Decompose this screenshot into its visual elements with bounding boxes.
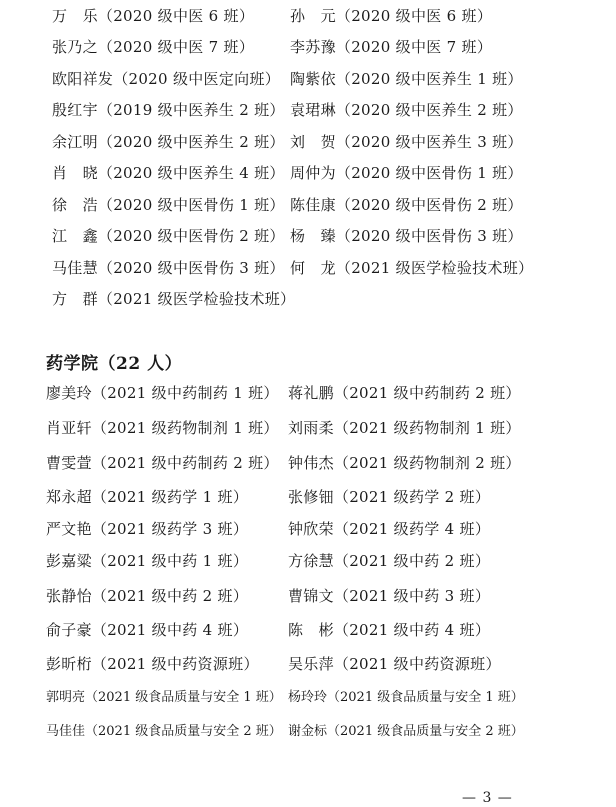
list-item: 万 乐（2020 级中医 6 班） — [52, 7, 255, 25]
list-item: 陈 彬（2021 级中药 4 班） — [288, 621, 491, 639]
list-item: 孙 元（2020 级中医 6 班） — [290, 7, 493, 25]
section-heading: 药学院（22 人） — [46, 354, 183, 374]
list-item: 杨玲玲（2021 级食品质量与安全 1 班） — [288, 690, 524, 705]
list-item: 肖 晓（2020 级中医养生 4 班） — [52, 164, 285, 182]
list-item: 彭嘉粱（2021 级中药 1 班） — [46, 552, 249, 570]
list-item: 俞子豪（2021 级中药 4 班） — [46, 621, 249, 639]
list-item: 何 龙（2021 级医学检验技术班） — [290, 259, 534, 277]
list-item: 马佳佳（2021 级食品质量与安全 2 班） — [46, 724, 282, 739]
list-item: 刘雨柔（2021 级药物制剂 1 班） — [288, 419, 521, 437]
list-item: 张修钿（2021 级药学 2 班） — [288, 488, 491, 506]
page-number: — 3 — — [462, 790, 513, 806]
list-item: 江 鑫（2020 级中医骨伤 2 班） — [52, 227, 285, 245]
list-item: 欧阳祥发（2020 级中医定向班） — [52, 70, 281, 88]
list-item: 方徐慧（2021 级中药 2 班） — [288, 552, 491, 570]
list-item: 张静怡（2021 级中药 2 班） — [46, 587, 249, 605]
list-item: 徐 浩（2020 级中医骨伤 1 班） — [52, 196, 285, 214]
list-item: 肖亚轩（2021 级药物制剂 1 班） — [46, 419, 279, 437]
list-item: 马佳慧（2020 级中医骨伤 3 班） — [52, 259, 285, 277]
list-item: 余江明（2020 级中医养生 2 班） — [52, 133, 285, 151]
list-item: 曹雯萱（2021 级中药制药 2 班） — [46, 454, 279, 472]
list-item: 钟伟杰（2021 级药物制剂 2 班） — [288, 454, 521, 472]
list-item: 彭昕桁（2021 级中药资源班） — [46, 655, 259, 673]
list-item: 刘 贺（2020 级中医养生 3 班） — [290, 133, 523, 151]
list-item: 周仲为（2020 级中医骨伤 1 班） — [290, 164, 523, 182]
list-item: 陈佳康（2020 级中医骨伤 2 班） — [290, 196, 523, 214]
list-item: 蒋礼鹏（2021 级中药制药 2 班） — [288, 384, 521, 402]
list-item: 郑永超（2021 级药学 1 班） — [46, 488, 249, 506]
list-item: 曹锦文（2021 级中药 3 班） — [288, 587, 491, 605]
list-item: 袁珺琳（2020 级中医养生 2 班） — [290, 101, 523, 119]
list-item: 张乃之（2020 级中医 7 班） — [52, 38, 255, 56]
list-item: 郭明亮（2021 级食品质量与安全 1 班） — [46, 690, 282, 705]
list-item: 严文艳（2021 级药学 3 班） — [46, 520, 249, 538]
list-item: 钟欣荣（2021 级药学 4 班） — [288, 520, 491, 538]
list-item: 谢金标（2021 级食品质量与安全 2 班） — [288, 724, 524, 739]
list-item: 李苏豫（2020 级中医 7 班） — [290, 38, 493, 56]
list-item: 陶紫依（2020 级中医养生 1 班） — [290, 70, 523, 88]
list-item: 杨 臻（2020 级中医骨伤 3 班） — [290, 227, 523, 245]
list-item: 殷红宇（2019 级中医养生 2 班） — [52, 101, 285, 119]
list-item: 廖美玲（2021 级中药制药 1 班） — [46, 384, 279, 402]
list-item: 吴乐萍（2021 级中药资源班） — [288, 655, 501, 673]
list-item: 方 群（2021 级医学检验技术班） — [52, 290, 296, 308]
